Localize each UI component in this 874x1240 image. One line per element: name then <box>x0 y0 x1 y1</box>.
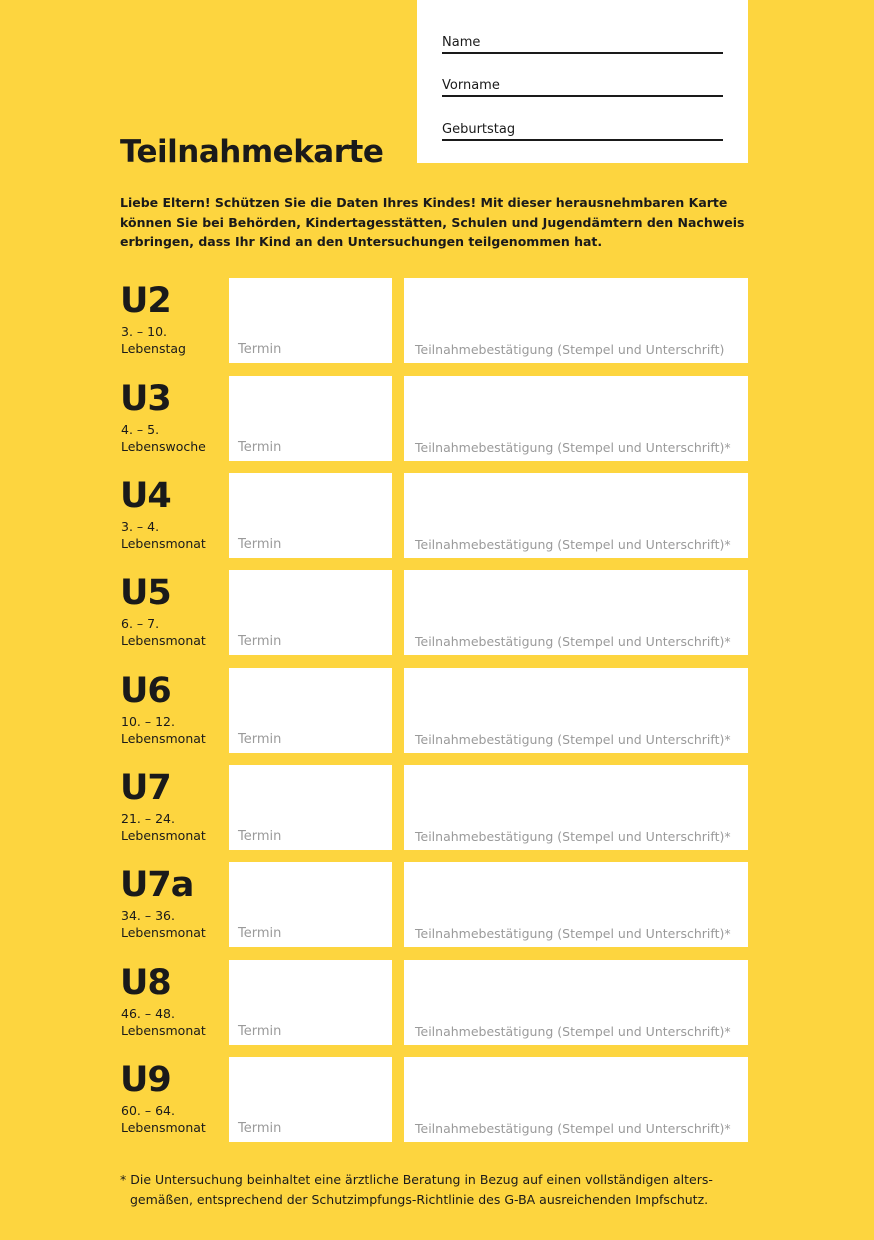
exam-age-unit: Lebensmonat <box>121 827 206 843</box>
termin-field[interactable] <box>229 570 392 655</box>
confirmation-label: Teilnahmebestätigung (Stempel und Unterschrift)* <box>415 829 731 844</box>
confirmation-field[interactable] <box>404 862 748 947</box>
identity-box <box>417 0 748 163</box>
exam-age-unit: Lebenstag <box>121 340 186 356</box>
page-title: Teilnahmekarte <box>120 134 384 170</box>
termin-label: Termin <box>238 829 282 844</box>
confirmation-field[interactable] <box>404 278 748 363</box>
confirmation-label: Teilnahmebestätigung (Stempel und Unterschrift)* <box>415 634 731 649</box>
confirmation-field[interactable] <box>404 570 748 655</box>
confirmation-label: Teilnahmebestätigung (Stempel und Unterschrift)* <box>415 440 731 455</box>
confirmation-label: Teilnahmebestätigung (Stempel und Unterschrift)* <box>415 1024 731 1039</box>
exam-row-u4 <box>0 473 874 558</box>
exam-age-range: 21. – 24. <box>121 811 175 826</box>
exam-age <box>121 811 206 844</box>
exam-age <box>121 1006 206 1039</box>
exam-age-unit: Lebensmonat <box>121 535 206 551</box>
exam-code: U7 <box>120 768 171 808</box>
exam-code: U9 <box>120 1060 171 1100</box>
footnote-line-1: * Die Untersuchung beinhaltet eine ärztliche Beratung in Bezug auf einen vollständigen alters- <box>120 1172 713 1187</box>
termin-label: Termin <box>238 1121 282 1136</box>
exam-age <box>121 1103 206 1136</box>
exam-age-range: 4. – 5. <box>121 422 160 437</box>
exam-row-u9 <box>0 1057 874 1142</box>
confirmation-field[interactable] <box>404 376 748 461</box>
termin-field[interactable] <box>229 960 392 1045</box>
exam-age-unit: Lebenswoche <box>121 438 206 454</box>
termin-label: Termin <box>238 634 282 649</box>
exam-age-unit: Lebensmonat <box>121 1119 206 1135</box>
exam-age-unit: Lebensmonat <box>121 632 206 648</box>
first-name-label: Vorname <box>442 78 500 93</box>
exam-age-range: 10. – 12. <box>121 714 175 729</box>
confirmation-field[interactable] <box>404 473 748 558</box>
confirmation-label: Teilnahmebestätigung (Stempel und Unterschrift) <box>415 342 725 357</box>
intro-text: Liebe Eltern! Schützen Sie die Daten Ihres Kindes! Mit dieser herausnehmbaren Karte können Sie bei Behörden, Kindertagesstätten, Schulen und Jugendämtern den Nachweis erbringen, dass Ihr Kind an den Untersuchungen teilgenommen hat. <box>120 195 745 249</box>
termin-field[interactable] <box>229 473 392 558</box>
confirmation-label: Teilnahmebestätigung (Stempel und Unterschrift)* <box>415 1121 731 1136</box>
exam-code: U2 <box>120 281 171 321</box>
exam-age-range: 60. – 64. <box>121 1103 175 1118</box>
termin-label: Termin <box>238 537 282 552</box>
exam-row-u7a <box>0 862 874 947</box>
termin-label: Termin <box>238 1024 282 1039</box>
footnote <box>120 1170 740 1210</box>
confirmation-label: Teilnahmebestätigung (Stempel und Unterschrift)* <box>415 926 731 941</box>
termin-field[interactable] <box>229 862 392 947</box>
name-label: Name <box>442 35 481 50</box>
exam-age-unit: Lebensmonat <box>121 1022 206 1038</box>
termin-field[interactable] <box>229 668 392 753</box>
confirmation-label: Teilnahmebestätigung (Stempel und Unterschrift)* <box>415 732 731 747</box>
exam-age-unit: Lebensmonat <box>121 730 206 746</box>
exam-code: U8 <box>120 963 171 1003</box>
termin-field[interactable] <box>229 765 392 850</box>
exam-row-u5 <box>0 570 874 655</box>
confirmation-field[interactable] <box>404 765 748 850</box>
exam-age <box>121 519 206 552</box>
exam-age <box>121 422 206 455</box>
name-field[interactable] <box>442 35 723 54</box>
termin-field[interactable] <box>229 1057 392 1142</box>
exam-age <box>121 616 206 649</box>
exam-row-u3 <box>0 376 874 461</box>
exam-age-range: 3. – 10. <box>121 324 168 339</box>
exam-age-range: 6. – 7. <box>121 616 160 631</box>
exam-age-unit: Lebensmonat <box>121 924 206 940</box>
exam-code: U3 <box>120 379 171 419</box>
birthday-field[interactable] <box>442 122 723 141</box>
confirmation-field[interactable] <box>404 668 748 753</box>
exam-row-u7 <box>0 765 874 850</box>
exam-row-u2 <box>0 278 874 363</box>
termin-label: Termin <box>238 926 282 941</box>
exam-row-u6 <box>0 668 874 753</box>
termin-label: Termin <box>238 342 282 357</box>
exam-code: U6 <box>120 671 171 711</box>
first-name-field[interactable] <box>442 78 723 97</box>
exam-age-range: 46. – 48. <box>121 1006 175 1021</box>
termin-field[interactable] <box>229 376 392 461</box>
confirmation-field[interactable] <box>404 960 748 1045</box>
confirmation-field[interactable] <box>404 1057 748 1142</box>
exam-age-range: 34. – 36. <box>121 908 175 923</box>
exam-age-range: 3. – 4. <box>121 519 160 534</box>
exam-code: U5 <box>120 573 171 613</box>
exam-age <box>121 324 186 357</box>
termin-label: Termin <box>238 440 282 455</box>
exam-code: U4 <box>120 476 171 516</box>
exam-age <box>121 908 206 941</box>
confirmation-label: Teilnahmebestätigung (Stempel und Unterschrift)* <box>415 537 731 552</box>
exam-row-u8 <box>0 960 874 1045</box>
exam-code: U7a <box>120 865 194 905</box>
birthday-label: Geburtstag <box>442 122 516 137</box>
termin-field[interactable] <box>229 278 392 363</box>
footnote-line-2: gemäßen, entsprechend der Schutzimpfungs-Richtlinie des G-BA ausreichenden Impfschutz. <box>130 1192 709 1207</box>
termin-label: Termin <box>238 732 282 747</box>
exam-age <box>121 714 206 747</box>
